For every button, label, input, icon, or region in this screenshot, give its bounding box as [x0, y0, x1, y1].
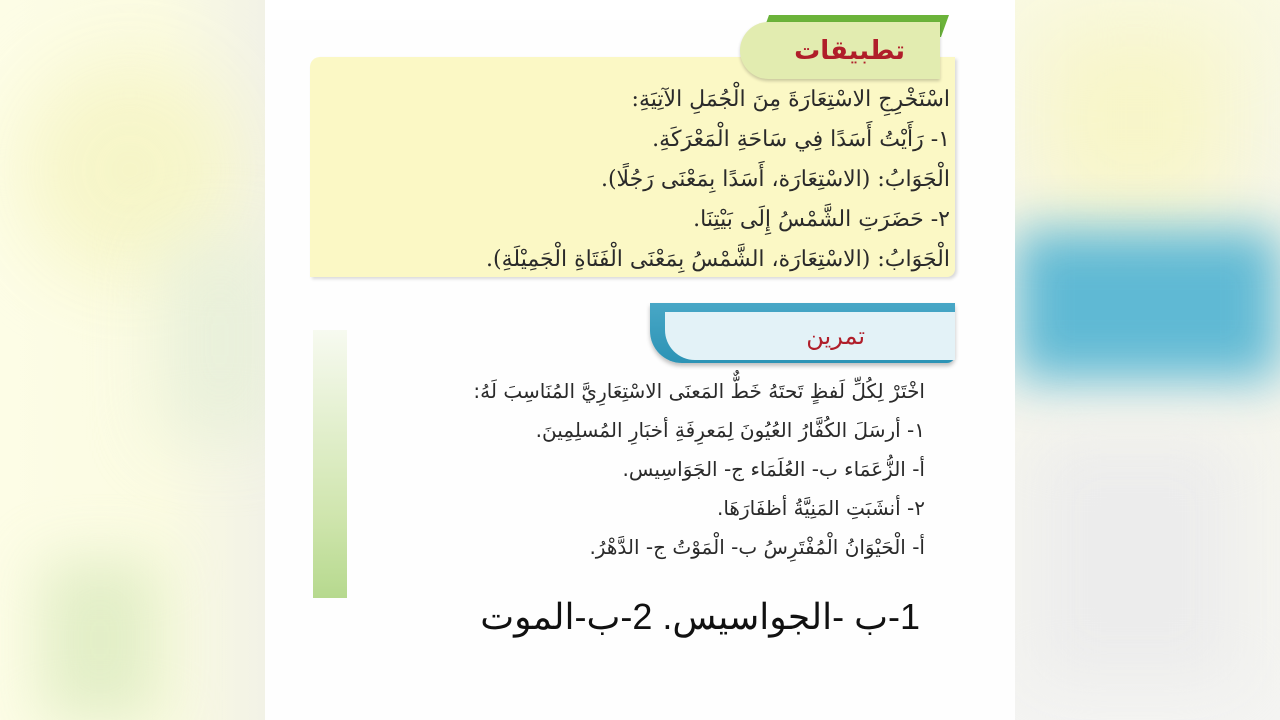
applications-instruction: اسْتَخْرِجِ الاسْتِعَارَةَ مِنَ الْجُمَلِ الآتِيَةِ: [631, 87, 950, 112]
applications-lines [330, 80, 950, 280]
exercise-question-1: ١- أرسَلَ الكُفَّارُ العُيُونَ لِمَعرِفَةِ أخبَارِ المُسلِمِينَ. [535, 418, 925, 442]
exercise-question-2: ٢- أنشَبَتِ المَنِيَّةُ أظفَارَهَا. [716, 496, 925, 520]
blur-blob [1035, 440, 1235, 680]
blurred-left-panel [0, 0, 265, 720]
blurred-right-panel [1015, 0, 1280, 720]
exercise-instruction: اخْتَرْ لِكُلِّ لَفظٍ تَحتَهُ خَطٌّ المَعنَى الاسْتِعَارِيَّ المُنَاسِبَ لَهُ: [473, 379, 925, 403]
applications-title: تطبيقات [794, 35, 905, 66]
blur-blob [1035, 20, 1235, 220]
applications-sentence-1: ١- رَأَيْتُ أَسَدًا فِي سَاحَةِ الْمَعْرَكَةِ. [652, 127, 950, 152]
exercise-title-tab [665, 312, 955, 360]
exercise-options-2: أ- الْحَيْوَانُ الْمُفْتَرِسُ ب- الْمَوْتُ ج- الدَّهْرُ. [589, 535, 925, 559]
applications-sentence-2: ٢- حَضَرَتِ الشَّمْسُ إِلَى بَيْتِنَا. [693, 207, 950, 232]
exercise-options-1: أ- الزُّعَمَاء ب- العُلَمَاء ج- الجَوَاسِيس. [622, 457, 925, 481]
applications-title-tab [740, 22, 940, 79]
exercise-title: تمرين [806, 322, 865, 350]
exercise-lines [325, 372, 925, 567]
handwritten-answer: 1-ب -الجواسيس. 2-ب-الموت [480, 596, 920, 637]
textbook-page [265, 0, 1015, 720]
blur-blob [160, 240, 280, 440]
blur-blob [40, 560, 160, 720]
applications-answer-2: الْجَوَابُ: (الاسْتِعَارَة، الشَّمْسُ بِمَعْنَى الْفَتَاةِ الْجَمِيْلَةِ). [486, 247, 950, 272]
applications-answer-1: الْجَوَابُ: (الاسْتِعَارَة، أَسَدًا بِمَعْنَى رَجُلًا). [600, 167, 950, 192]
blur-blob [1015, 230, 1280, 380]
